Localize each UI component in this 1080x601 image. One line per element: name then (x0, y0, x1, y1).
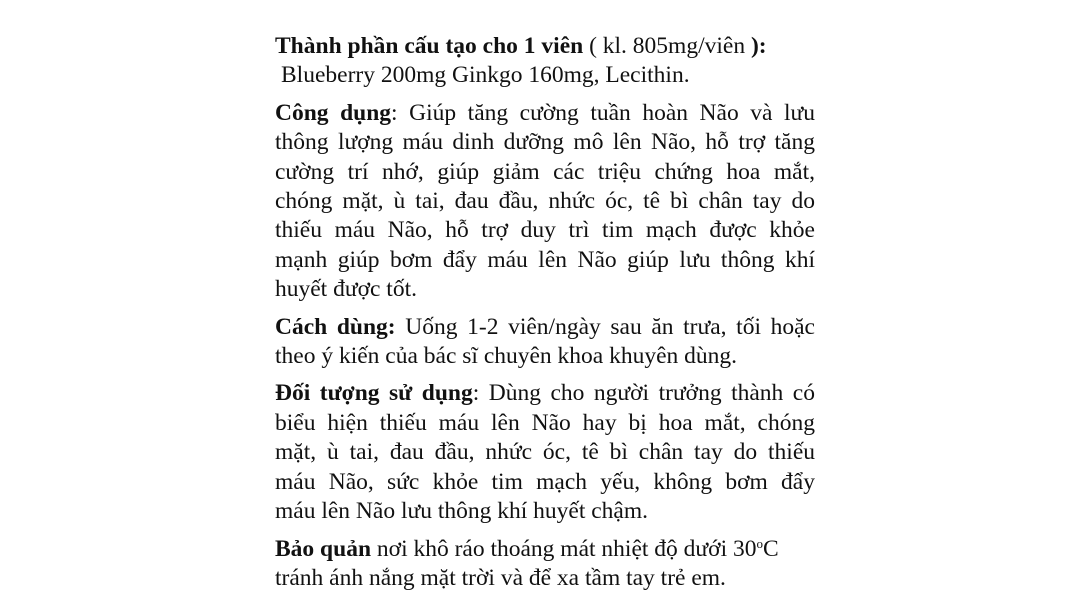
target-label: Đối tượng sử dụng (275, 380, 473, 407)
uses-line-6: mạnh giúp bơm đẩy máu lên Não giúp lưu thông khí (275, 246, 815, 273)
uses-line-1 (275, 99, 815, 128)
target-line-4: máu Não, sức khỏe tim mạch yếu, không bơm đẩy (275, 468, 815, 495)
temperature-unit: C (762, 535, 779, 562)
uses-line-5: thiếu máu Não, hỗ trợ duy trì tim mạch được khỏe (275, 217, 815, 244)
target-line-5: máu lên Não lưu thông khí huyết chậm. (275, 498, 648, 525)
uses-section (275, 99, 815, 305)
composition-section (275, 32, 815, 91)
usage-line-2: theo ý kiến của bác sĩ chuyên khoa khuyên dùng. (275, 343, 738, 370)
storage-line-1 (275, 535, 815, 564)
uses-line-2: thông lượng máu dinh dưỡng mô lên Não, hỗ trợ tăng (275, 129, 815, 156)
target-line-2: biểu hiện thiếu máu lên Não hay bị hoa mắt, chóng (275, 409, 815, 436)
storage-line-2: tránh ánh nắng mặt trời và để xa tầm tay trẻ em. (275, 564, 726, 591)
degree-sign: o (756, 535, 763, 551)
uses-line-3: cường trí nhớ, giúp giảm các triệu chứng hoa mắt, (275, 158, 815, 185)
uses-line-4: chóng mặt, ù tai, đau đầu, nhức óc, tê bì chân tay do (275, 188, 815, 215)
composition-ingredients: Blueberry 200mg Ginkgo 160mg, Lecithin. (281, 62, 690, 89)
usage-section (275, 313, 815, 372)
uses-label: Công dụng (275, 99, 392, 126)
usage-label: Cách dùng: (275, 313, 396, 340)
uses-text-1: : Giúp tăng cường tuần hoàn Não và lưu (391, 99, 815, 126)
composition-weight-note: ( kl. 805mg/viên (583, 33, 751, 59)
composition-label: Thành phần cấu tạo cho 1 viên (275, 33, 584, 59)
storage-section (275, 535, 815, 594)
usage-text-1: Uống 1-2 viên/ngày sau ăn trưa, tối hoặc (395, 313, 815, 340)
storage-text-1: nơi khô ráo thoáng mát nhiệt độ dưới 30 (371, 535, 757, 562)
target-section (275, 379, 815, 526)
composition-line (275, 32, 815, 61)
storage-label: Bảo quản (275, 535, 372, 562)
uses-line-7: huyết được tốt. (275, 276, 417, 303)
target-text-1: : Dùng cho người trưởng thành có (472, 380, 815, 407)
target-line-1 (275, 379, 815, 408)
target-line-3: mặt, ù tai, đau đầu, nhức óc, tê bì chân tay do thiếu (275, 439, 815, 466)
product-label-text (275, 32, 815, 601)
composition-colon: ): (750, 33, 767, 59)
usage-line-1 (275, 313, 815, 342)
